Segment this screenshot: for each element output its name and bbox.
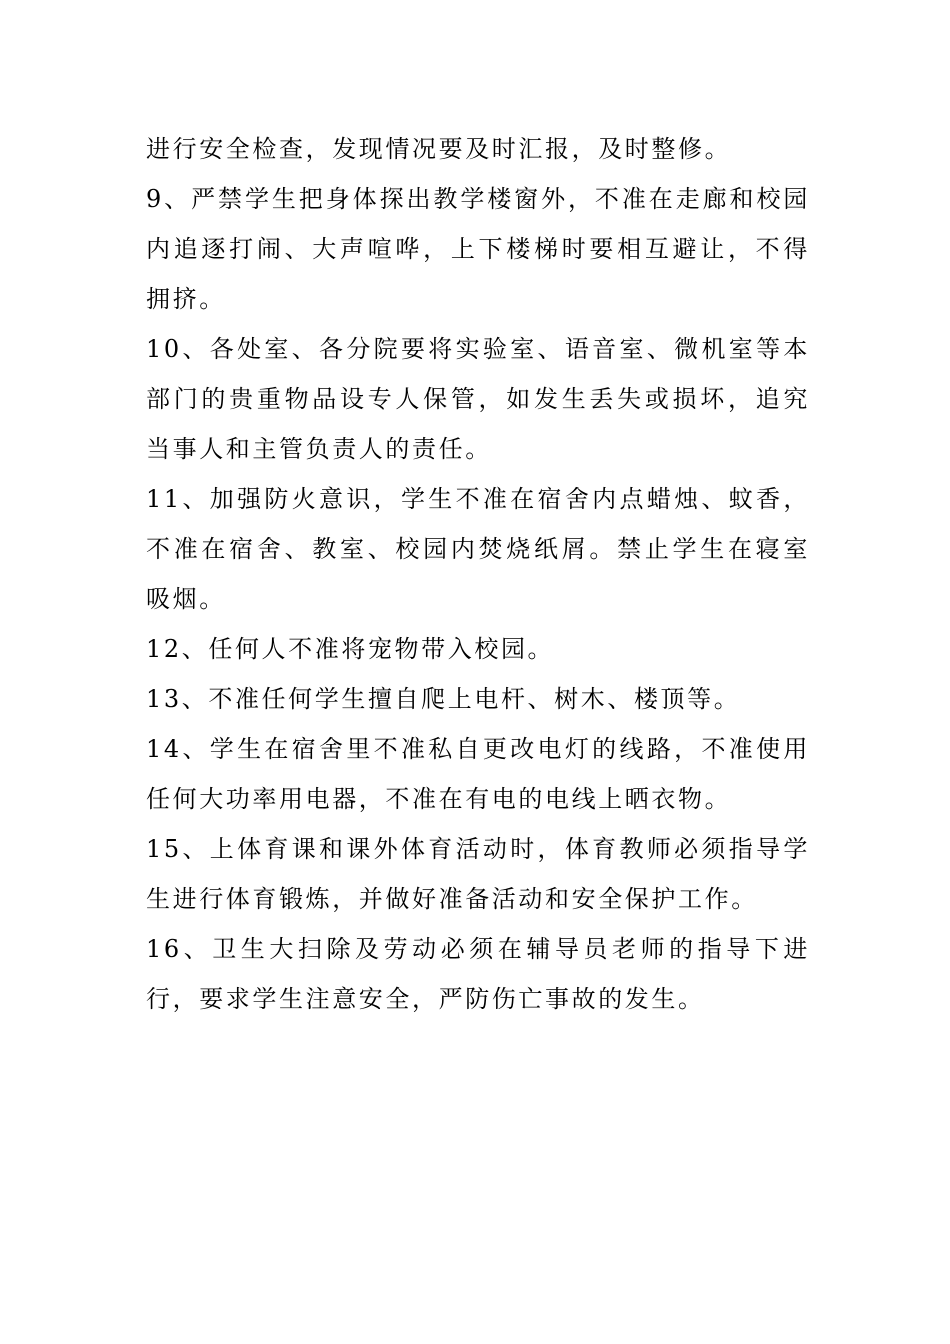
rule-item-13: 13、不准任何学生擅自爬上电杆、树木、楼顶等。: [146, 685, 741, 713]
rule-item-12: 12、任何人不准将宠物带入校园。: [146, 635, 555, 663]
rule-item-14: 14、学生在宿舍里不准私自更改电灯的线路，不准使用任何大功率用电器，不准在有电的电线上晒衣物。: [146, 735, 810, 813]
rule-item-15: 15、上体育课和课外体育活动时，体育教师必须指导学生进行体育锻炼，并做好准备活动和安全保护工作。: [146, 835, 810, 913]
rule-item-10: 10、各处室、各分院要将实验室、语音室、微机室等本部门的贵重物品设专人保管，如发生丢失或损坏，追究当事人和主管负责人的责任。: [146, 335, 810, 463]
rule-item-9: 9、严禁学生把身体探出教学楼窗外，不准在走廊和校园内追逐打闹、大声喧哗，上下楼梯时要相互避让，不得拥挤。: [146, 185, 810, 313]
paragraph-continuation: 进行安全检查，发现情况要及时汇报，及时整修。: [146, 135, 732, 163]
document-body: [146, 124, 810, 1024]
rule-item-16: 16、卫生大扫除及劳动必须在辅导员老师的指导下进行，要求学生注意安全，严防伤亡事故的发生。: [146, 935, 810, 1013]
rule-item-11: 11、加强防火意识，学生不准在宿舍内点蜡烛、蚊香，不准在宿舍、教室、校园内焚烧纸屑。禁止学生在寝室吸烟。: [146, 485, 810, 613]
